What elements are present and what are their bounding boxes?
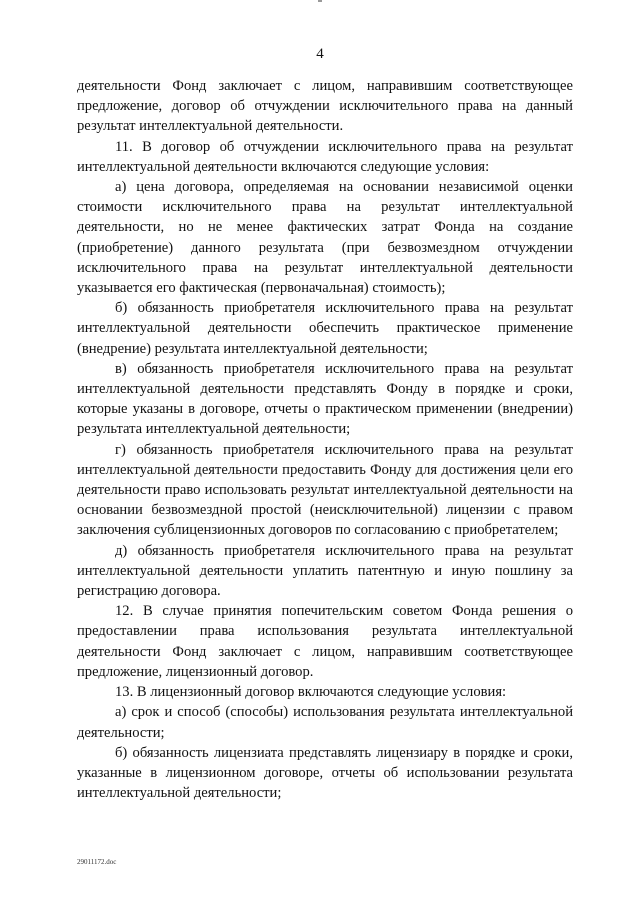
paragraph-clause-11-a: а) цена договора, определяемая на основании независимой оценки стоимости исключительного права на результат интеллектуальной деятельности, но не менее фактических затрат Фонда на создание (приобретение) данного результата (при безвозмездном отчуждении исключительного права на результат интеллектуальной деятельности указывается его фактическая (первоначальная) стоимость); (77, 179, 573, 297)
paragraph-clause-11: 11. В договор об отчуждении исключительного права на результат интеллектуальной деятельности включаются следующие условия: (77, 138, 573, 175)
paragraph-continuation: деятельности Фонд заключает с лицом, направившим соответствующее предложение, договор об отчуждении исключительного права на данный результат интеллектуальной деятельности. (77, 78, 573, 135)
paragraph-clause-11-v: в) обязанность приобретателя исключительного права на результат интеллектуальной деятельности представлять Фонду в порядке и сроки, которые указаны в договоре, отчеты о практическом применении (внедрении) результата интеллектуальной деятельности; (77, 360, 573, 438)
paragraph-clause-13: 13. В лицензионный договор включаются следующие условия: (115, 684, 507, 701)
scan-mark (318, 0, 322, 2)
paragraph-clause-13-a: а) срок и способ (способы) использования результата интеллектуальной деятельности; (77, 704, 573, 741)
document-body (77, 76, 573, 803)
paragraph-clause-11-g: г) обязанность приобретателя исключительного права на результат интеллектуальной деятельности предоставить Фонду для достижения цели его деятельности право использовать результат интеллектуальной деятельности на основании безвозмездной простой (неисключительной) лицензии с правом заключения сублицензионных договоров по согласованию с приобретателем; (77, 441, 573, 539)
paragraph-clause-13-b: б) обязанность лицензиата представлять лицензиару в порядке и сроки, указанные в лицензионном договоре, отчеты об использовании результата интеллектуальной деятельности; (77, 744, 573, 802)
paragraph-clause-11-b: б) обязанность приобретателя исключительного права на результат интеллектуальной деятельности обеспечить практическое применение (внедрение) результата интеллектуальной деятельности; (77, 300, 573, 357)
footer-file-code: 29011172.doc (77, 858, 117, 866)
paragraph-clause-12: 12. В случае принятия попечительским советом Фонда решения о предоставлении права использования результата интеллектуальной деятельности Фонд заключает с лицом, направившим соответствующее предложение, лицензионный договор. (77, 603, 573, 680)
page-number: 4 (316, 46, 324, 62)
paragraph-clause-11-d: д) обязанность приобретателя исключительного права на результат интеллектуальной деятельности уплатить патентную и иную пошлину за регистрацию договора. (77, 542, 573, 600)
